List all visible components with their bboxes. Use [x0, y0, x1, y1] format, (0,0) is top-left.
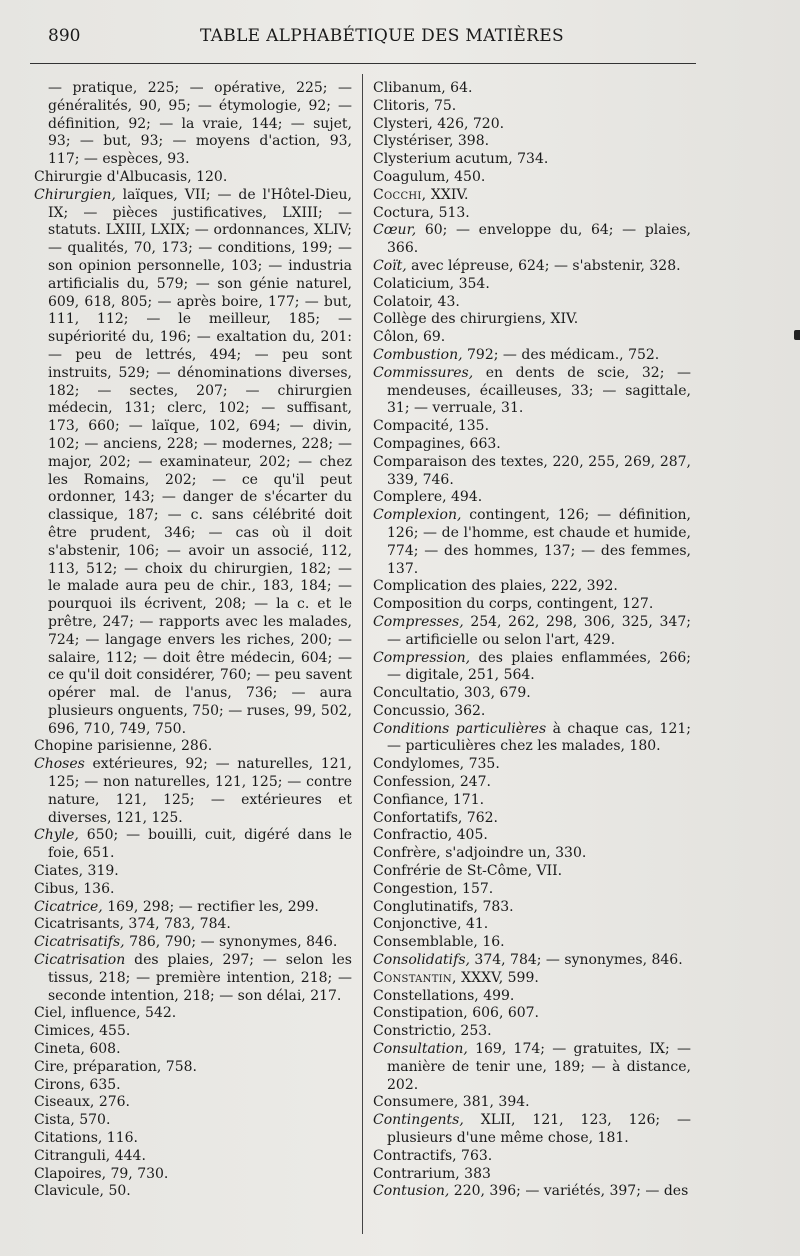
index-entry: [34, 863, 352, 881]
index-entry: [34, 1183, 352, 1201]
index-headword: Concultatio,: [373, 685, 460, 702]
index-entry: [34, 1094, 352, 1112]
index-entry: [373, 827, 691, 845]
index-references: acutum, 734.: [450, 151, 549, 168]
index-headword: Complication: [373, 578, 468, 595]
index-references: 735.: [464, 756, 500, 773]
index-references: avec lépreuse, 624; — s'abstenir, 328.: [406, 257, 681, 274]
index-headword: Consultation,: [373, 1041, 468, 1058]
index-references: 16.: [477, 934, 505, 951]
index-headword: Concussio,: [373, 702, 450, 719]
index-headword: Confortatifs,: [373, 809, 463, 826]
index-headword: Confession,: [373, 774, 456, 791]
index-entry: [34, 934, 352, 952]
index-references: 79, 730.: [106, 1165, 169, 1182]
index-headword: Compagines,: [373, 435, 466, 452]
index-headword: Cibus,: [34, 880, 79, 897]
index-entry: [373, 169, 691, 187]
index-headword: Citranguli,: [34, 1147, 111, 1164]
index-headword: Côlon,: [373, 329, 419, 346]
index-references: 136.: [78, 880, 115, 897]
index-entry: [373, 418, 691, 436]
index-references: 494.: [446, 489, 483, 506]
index-entry: [373, 365, 691, 418]
index-references: influence, 542.: [66, 1005, 177, 1022]
index-entry: [373, 774, 691, 792]
index-entry: [373, 258, 691, 276]
index-headword: Confrère,: [373, 845, 441, 862]
index-entry: [373, 187, 691, 205]
index-entry: [373, 1005, 691, 1023]
index-references: des chirurgiens, XIV.: [426, 311, 579, 328]
index-headword: Citations,: [34, 1130, 103, 1147]
index-entry: [34, 827, 352, 863]
index-references: contingent, 126; — définition, 126; — de l'homme, est chaude et humide, 774; — des hommes, 137; — des femmes, 137.: [387, 507, 691, 577]
index-headword: Coït,: [373, 257, 407, 274]
index-references: 253.: [455, 1023, 492, 1040]
index-headword: Chirurgien,: [34, 186, 116, 203]
index-references: 135.: [453, 418, 490, 435]
index-references: 762.: [462, 809, 498, 826]
index-entry: [34, 1077, 352, 1095]
column-divider: [362, 74, 363, 1234]
index-references: 608.: [84, 1041, 121, 1058]
index-references: des plaies, 222, 392.: [467, 578, 618, 595]
index-entry-continuation: [34, 80, 352, 169]
index-entry: [373, 721, 691, 757]
index-references: 606, 607.: [467, 1005, 540, 1022]
index-entry: [373, 507, 691, 578]
index-headword: Contrarium,: [373, 1165, 460, 1182]
index-entry: [373, 756, 691, 774]
index-references: 426, 720.: [432, 115, 505, 132]
index-headword: Constipation,: [373, 1005, 468, 1022]
index-references: des plaies enflammées, 266; — digitale, 251, 564.: [387, 649, 691, 684]
index-references: extérieures, 92; — naturelles, 121, 125; — non naturelles, 121, 125; — contre nature, 121, 125; — extérieures et diverses, 121, 125.: [48, 756, 352, 826]
index-headword: Comparaison: [373, 453, 467, 470]
index-headword: Composition: [373, 596, 463, 613]
index-headword: Chirurgie: [34, 168, 103, 185]
index-headword: Complere,: [373, 489, 447, 506]
index-references: 50.: [104, 1183, 131, 1200]
index-references: à chaque cas, 121; — particulières chez les malades, 180.: [387, 720, 691, 755]
index-entry: [373, 1166, 691, 1184]
index-headword: Cista,: [34, 1112, 75, 1129]
index-headword: Ciel,: [34, 1005, 67, 1022]
index-references: 319.: [83, 863, 119, 880]
index-references: XXXV, 599.: [456, 969, 539, 986]
index-entry: [34, 1112, 352, 1130]
index-references: 220, 396; — variétés, 397; — des: [449, 1183, 689, 1200]
index-references: des textes, 220, 255, 269, 287, 339, 746.: [387, 453, 691, 488]
index-headword: Contractifs,: [373, 1147, 457, 1164]
index-headword: Cicatrice,: [34, 898, 103, 915]
index-headword: Collège: [373, 311, 427, 328]
index-references: 362.: [449, 702, 486, 719]
index-references: 570.: [74, 1112, 111, 1129]
index-references: s'adjoindre un, 330.: [440, 845, 587, 862]
index-headword: Cineta,: [34, 1041, 85, 1058]
index-headword: Coctura,: [373, 204, 435, 221]
index-headword: Clibanum,: [373, 80, 446, 96]
index-references: XXIV.: [426, 186, 469, 203]
index-headword: Commissures,: [373, 364, 474, 381]
index-entry: [373, 1041, 691, 1094]
index-headword: Contusion,: [373, 1183, 450, 1200]
index-entry: [373, 116, 691, 134]
index-references: en dents de scie, 32; — mendeuses, écailleuses, 33; — sagittale, 31; — verruale, 31.: [387, 364, 691, 417]
index-references: 783.: [478, 898, 514, 915]
index-headword: Cire,: [34, 1058, 69, 1075]
index-entry: [373, 205, 691, 223]
index-entry: [373, 454, 691, 490]
index-references: 60; — enveloppe du, 64; — plaies, 366.: [387, 222, 691, 257]
index-entry: [373, 881, 691, 899]
index-references: 43.: [433, 293, 460, 310]
index-references: du corps, contingent, 127.: [462, 596, 654, 613]
index-entry: [373, 899, 691, 917]
right-column: [373, 80, 691, 1201]
index-entry: [373, 489, 691, 507]
index-headword: Cocchi,: [373, 186, 427, 203]
index-references: 41.: [461, 916, 489, 933]
index-entry: [373, 685, 691, 703]
index-headword: Chyle,: [34, 827, 79, 844]
index-entry: [34, 952, 352, 1005]
index-headword: Cœur,: [373, 222, 417, 239]
index-entry: [373, 1183, 691, 1201]
index-entry: [373, 810, 691, 828]
left-column: [34, 80, 352, 1201]
index-references: 444.: [110, 1147, 146, 1164]
index-headword: Compresses,: [373, 613, 464, 630]
index-references: 650; — bouilli, cuit, digéré dans le foie, 651.: [48, 827, 352, 862]
index-entry: [373, 970, 691, 988]
index-references: 116.: [102, 1130, 138, 1147]
index-entry: [373, 578, 691, 596]
index-references: 75.: [429, 97, 457, 114]
index-headword: Constellations,: [373, 987, 479, 1004]
index-headword: Colatoir,: [373, 293, 434, 310]
index-entry: [373, 98, 691, 116]
index-entry: [373, 792, 691, 810]
index-headword: Combustion,: [373, 346, 463, 363]
index-entry: [34, 899, 352, 917]
index-headword: Cimices,: [34, 1023, 95, 1040]
index-references: 663.: [465, 435, 501, 452]
index-references: 635.: [84, 1076, 121, 1093]
index-references: des plaies, 297; — selon les tissus, 218; — première intention, 218; — seconde intention, 218; — son délai, 217.: [48, 952, 352, 1004]
index-headword: Ciseaux,: [34, 1094, 95, 1111]
index-headword: Cirons,: [34, 1076, 85, 1093]
index-entry: [373, 703, 691, 721]
header-rule: [30, 63, 696, 64]
index-headword: Complexion,: [373, 507, 462, 524]
index-references: 374, 783, 784.: [123, 916, 231, 933]
index-entry: [34, 1023, 352, 1041]
index-references: 354.: [454, 275, 490, 292]
index-references: parisienne, 286.: [92, 738, 213, 755]
index-entry: [34, 1005, 352, 1023]
index-headword: Cicatrisatifs,: [34, 934, 125, 951]
index-entry: [373, 329, 691, 347]
index-headword: Clitoris,: [373, 97, 430, 114]
index-entry: [34, 1148, 352, 1166]
index-entry: [34, 881, 352, 899]
index-references: préparation, 758.: [68, 1058, 197, 1075]
page-title: TABLE ALPHABÉTIQUE DES MATIÈRES: [200, 26, 564, 46]
index-entry: [373, 276, 691, 294]
index-headword: Consemblable,: [373, 934, 478, 951]
index-references: 171.: [448, 791, 485, 808]
index-entry: [373, 311, 691, 329]
index-references: 69.: [418, 329, 446, 346]
index-references: 450.: [449, 168, 486, 185]
index-references: XLII, 121, 123, 126; — plusieurs d'une même chose, 181.: [387, 1112, 691, 1147]
index-entry: [373, 596, 691, 614]
index-entry: [34, 756, 352, 827]
index-headword: Coagulum,: [373, 168, 450, 185]
index-entry: [34, 916, 352, 934]
index-entry: [34, 1059, 352, 1077]
index-references: 499.: [478, 987, 515, 1004]
index-headword: Consolidatifs,: [373, 952, 470, 969]
index-entry: [34, 169, 352, 187]
index-references: 381, 394.: [458, 1094, 530, 1111]
index-references: 169, 298; — rectifier les, 299.: [102, 898, 319, 915]
index-entry: [34, 1041, 352, 1059]
index-entry: [373, 863, 691, 881]
index-entry: [373, 952, 691, 970]
index-references: 383: [459, 1165, 491, 1182]
index-entry: [373, 294, 691, 312]
index-entry: [373, 151, 691, 169]
index-headword: Compression,: [373, 649, 471, 666]
index-references: 374, 784; — synonymes, 846.: [469, 952, 683, 969]
index-references: 398.: [453, 133, 490, 150]
index-headword: Confrérie: [373, 863, 441, 880]
index-entry: [373, 1094, 691, 1112]
index-entry: [373, 80, 691, 98]
index-entry: [373, 1148, 691, 1166]
index-references: 169, 174; — gratuites, IX; — manière de tenir une, 189; — à distance, 202.: [387, 1041, 691, 1093]
index-headword: Constrictio,: [373, 1023, 456, 1040]
index-headword: Clavicule,: [34, 1183, 104, 1200]
running-header: [48, 26, 696, 52]
index-entry: [373, 916, 691, 934]
index-entry: [373, 845, 691, 863]
index-references: 247.: [455, 774, 491, 791]
index-headword: Cicatrisation: [34, 952, 126, 969]
index-headword: Clapoires,: [34, 1165, 107, 1182]
index-headword: Consumere,: [373, 1094, 459, 1111]
index-references: de St-Côme, VII.: [440, 863, 563, 880]
index-references: 276.: [94, 1094, 130, 1111]
index-headword: Cicatrisants,: [34, 916, 124, 933]
index-headword: Constantin,: [373, 969, 457, 986]
index-entry: [34, 1166, 352, 1184]
index-headword: Clystériser,: [373, 133, 454, 150]
index-headword: Colaticium,: [373, 275, 455, 292]
index-headword: Clysteri,: [373, 115, 433, 132]
index-entry: [373, 1023, 691, 1041]
index-headword: Compacité,: [373, 418, 454, 435]
index-entry: [373, 1112, 691, 1148]
index-entry: [34, 1130, 352, 1148]
index-entry: [373, 347, 691, 365]
index-headword: Congestion,: [373, 880, 458, 897]
index-entry: [34, 187, 352, 739]
index-headword: Chopine: [34, 738, 93, 755]
index-entry: [373, 436, 691, 454]
index-headword: Conjonctive,: [373, 916, 462, 933]
index-references: 763.: [456, 1147, 493, 1164]
index-entry: [373, 222, 691, 258]
index-headword: Condylomes,: [373, 756, 465, 773]
index-entry: [373, 988, 691, 1006]
index-headword: Ciates,: [34, 863, 84, 880]
index-references: 64.: [445, 80, 473, 96]
index-headword: Conditions particulières: [373, 720, 547, 737]
index-references: 792; — des médicam., 752.: [462, 346, 660, 363]
index-entry: [373, 934, 691, 952]
index-references: 303, 679.: [459, 685, 531, 702]
index-entry: [373, 133, 691, 151]
index-references: 455.: [94, 1023, 131, 1040]
index-headword: Confiance,: [373, 791, 449, 808]
index-references: d'Albucasis, 120.: [102, 168, 228, 185]
index-references: 786, 790; — synonymes, 846.: [124, 934, 338, 951]
index-references: 513.: [434, 204, 470, 221]
index-entry: [34, 738, 352, 756]
index-headword: Contingents,: [373, 1112, 464, 1129]
index-references: 405.: [452, 827, 488, 844]
index-references: 254, 262, 298, 306, 325, 347; — artificielle ou selon l'art, 429.: [387, 613, 691, 648]
page-number: 890: [48, 26, 81, 46]
index-references: 157.: [457, 880, 494, 897]
index-references: laïques, VII; — de l'Hôtel-Dieu, IX; — pièces justificatives, LXIII; — statuts. LXIII, LXIX; — ordonnances, XLIV; — qualités, 70, 173; — conditions, 199; — son opinion personnelle, 103; — industria artificialis du, 579; — son génie naturel, 609, 618, 805; — après boire, 177; — but, 111, 112; — le meilleur, 185; — supériorité du, 196; — exaltation du, 201: — peu de lettrés, 494; — peu sont instruits, 529; — dénominations diverses, 182; — sectes, 207; — chirurgien médecin, 131; clerc, 102; — suffisant, 173, 660; — laïque, 102, 694; — divin, 102; — anciens, 228; — modernes, 228; — major, 202; — examinateur, 202; — chez les Romains, 202; — ce qu'il peut ordonner, 143; — danger de s'écarter du classique, 187; — c. sans célébrité doit être prudent, 346; — cas où il doit s'abstenir, 106; — avoir un associé, 112, 113, 512; — choix du chirurgien, 182; — le malade aura peu de chir., 183, 184; — pourquoi ils écrivent, 208; — la c. et le prêtre, 247; — rapports avec les malades, 724; — langage envers les riches, 200; — salaire, 112; — doit être médecin, 604; — ce qu'il doit considérer, 760; — peu savent opérer mal. de l'anus, 736; — aura plusieurs onguents, 750; — ruses, 99, 502, 696, 710, 749, 750.: [48, 186, 352, 737]
index-references: — pratique, 225; — opérative, 225; — généralités, 90, 95; — étymologie, 92; — définition, 92; — la vraie, 144; — sujet, 93; — but, 93; — moyens d'action, 93, 117; — espèces, 93.: [48, 80, 352, 168]
index-headword: Confractio,: [373, 827, 453, 844]
index-entry: [373, 650, 691, 686]
index-headword: Conglutinatifs,: [373, 898, 478, 915]
index-headword: Clysterium: [373, 151, 451, 168]
index-entry: [373, 614, 691, 650]
index-headword: Choses: [34, 756, 85, 773]
page-edge-mark: [794, 330, 800, 340]
